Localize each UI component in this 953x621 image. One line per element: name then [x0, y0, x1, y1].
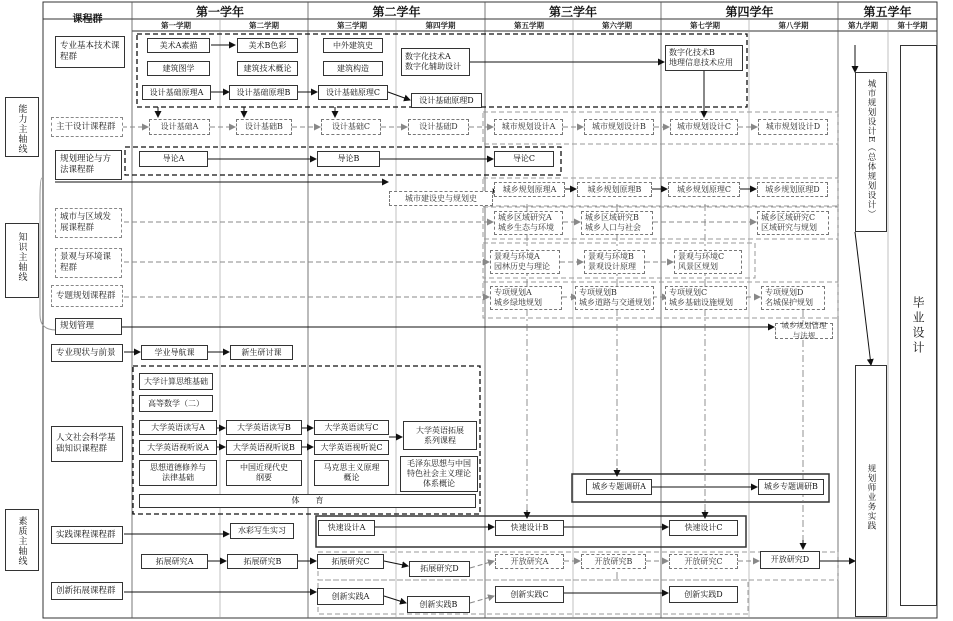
course-english-rw-c: 大学英语读写C: [314, 420, 389, 435]
course-special-plan-d: 专项规划D 名城保护规划: [761, 286, 825, 310]
course-art-a: 美术A素描: [147, 38, 210, 53]
year-3-header: 第三学年: [548, 5, 597, 19]
course-arch-history: 中外建筑史: [323, 38, 383, 53]
course-design-basic-d: 设计基础D: [408, 119, 469, 135]
group-column-header: 课程群: [72, 14, 103, 25]
group-urban-region: 城市与区域发展课程群: [55, 208, 122, 238]
course-marxism: 马克思主义原理 概论: [314, 460, 389, 486]
ability-axis-label: 能力主轴线: [5, 97, 39, 157]
course-graduation-project: 毕业设计: [900, 45, 937, 606]
course-landscape-b: 景观与环境B 景观设计原理: [584, 250, 645, 274]
course-design-basic-c: 设计基础C: [321, 119, 381, 135]
course-quick-design-c: 快速设计C: [669, 520, 738, 536]
semester-5-header: 第五学期: [514, 21, 544, 30]
course-art-b: 美术B色彩: [237, 38, 298, 53]
course-modern-history: 中国近现代史 纲要: [226, 460, 302, 486]
course-innovation-d: 创新实践D: [669, 586, 738, 603]
course-digital-a: 数字化技术A 数字化辅助设计: [401, 48, 470, 76]
course-design-principle-b: 设计基础原理B: [229, 85, 298, 100]
course-planning-principle-b: 城乡规划原理B: [577, 182, 652, 197]
knowledge-axis-label: 知识主轴线: [5, 223, 39, 298]
course-quick-design-a: 快速设计A: [318, 520, 375, 536]
course-regional-study-b: 城乡区域研究B 城乡人口与社会: [581, 211, 653, 235]
course-physical-education: 体 育: [139, 494, 476, 508]
group-theory: 规划理论与方法课程群: [55, 150, 122, 180]
group-main-design: 主干设计课程群: [51, 117, 123, 137]
course-morality-law: 思想道德修养与 法律基础: [139, 460, 217, 486]
semester-3-header: 第三学期: [337, 21, 367, 30]
semester-1-header: 第一学期: [161, 21, 191, 30]
course-intro-c: 导论C: [494, 151, 554, 167]
course-intro-b: 导论B: [317, 151, 380, 167]
group-landscape: 景观与环境课程群: [55, 248, 122, 278]
course-quick-design-b: 快速设计B: [495, 520, 564, 536]
course-mao-thought: 毛泽东思想与中国 特色社会主义理论 体系概论: [400, 456, 478, 492]
semester-8-header: 第八学期: [778, 21, 809, 30]
course-open-research-b: 开放研究B: [581, 554, 646, 569]
quality-axis-label: 素质主轴线: [5, 509, 39, 571]
semester-7-header: 第七学期: [690, 21, 720, 30]
semester-2-header: 第二学期: [249, 21, 279, 30]
course-regional-study-c: 城乡区域研究C 区域研究与规划: [757, 211, 829, 235]
course-english-ls-c: 大学英语视听说C: [314, 440, 389, 455]
course-english-ls-b: 大学英语视听说B: [226, 440, 302, 455]
semester-4-header: 第四学期: [425, 21, 456, 30]
group-management: 规划管理: [55, 318, 122, 335]
course-urban-design-b: 城市规划设计B: [584, 119, 654, 135]
course-english-ls-a: 大学英语视听说A: [139, 440, 217, 455]
semester-9-header: 第九学期: [848, 21, 878, 30]
year-5-header: 第五学年: [863, 5, 912, 19]
course-design-basic-a: 设计基础A: [149, 119, 210, 135]
group-innovation: 创新拓展课程群: [51, 582, 123, 600]
year-1-header: 第一学年: [195, 5, 244, 19]
course-urban-design-e: 城市规划设计E（总体规划设计）: [855, 72, 887, 232]
course-survey-b: 城乡专题调研B: [758, 479, 824, 495]
course-design-basic-b: 设计基础B: [236, 119, 292, 135]
course-urban-design-d: 城市规划设计D: [758, 119, 828, 135]
group-practice: 实践课程课程群: [51, 526, 123, 544]
course-extension-a: 拓展研究A: [141, 554, 208, 569]
course-extension-d: 拓展研究D: [409, 561, 470, 577]
course-landscape-a: 景观与环境A 园林历史与理论: [490, 250, 560, 274]
course-academic-navigation: 学业导航课: [141, 345, 208, 360]
course-english-rw-a: 大学英语读写A: [139, 420, 217, 435]
year-2-header: 第二学年: [372, 5, 421, 19]
course-english-rw-b: 大学英语读写B: [226, 420, 302, 435]
group-special: 专题规划课程群: [51, 285, 123, 307]
course-planning-principle-c: 城乡规划原理C: [668, 182, 740, 197]
course-special-plan-c: 专项规划C 城乡基础设施规划: [665, 286, 747, 310]
course-english-extension: 大学英语拓展 系列课程: [403, 421, 477, 450]
course-urban-design-a: 城市规划设计A: [494, 119, 563, 135]
course-arch-tech: 建筑技术概论: [237, 61, 298, 76]
course-design-principle-d: 设计基础原理D: [411, 93, 482, 108]
course-special-plan-a: 专项规划A 城乡绿地规划: [490, 286, 562, 310]
course-landscape-c: 景观与环境C 风景区规划: [674, 250, 742, 274]
course-design-principle-a: 设计基础原理A: [142, 85, 211, 100]
semester-10-header: 第十学期: [897, 21, 928, 30]
course-open-research-a: 开放研究A: [495, 554, 564, 569]
course-innovation-c: 创新实践C: [495, 586, 564, 603]
course-freshman-seminar: 新生研讨课: [230, 345, 293, 360]
course-intro-a: 导论A: [139, 151, 208, 167]
course-arch-construct: 建筑构造: [323, 61, 383, 76]
semester-6-header: 第六学期: [602, 21, 632, 30]
course-planning-principle-a: 城乡规划原理A: [494, 182, 565, 197]
course-planner-practice: 规划师业务实践: [855, 365, 887, 617]
course-urban-history: 城市建设史与规划史: [389, 191, 493, 206]
course-management-law: 城乡规划管理与法规: [775, 323, 833, 339]
course-regional-study-a: 城乡区域研究A 城乡生态与环境: [494, 211, 563, 235]
group-humanities: 人文社会科学基础知识课程群: [51, 426, 123, 462]
group-basic-tech: 专业基本技术课程群: [55, 36, 125, 68]
course-design-principle-c: 设计基础原理C: [318, 85, 388, 100]
course-digital-b: 数字化技术B 地理信息技术应用: [665, 45, 743, 71]
course-extension-b: 拓展研究B: [227, 554, 298, 569]
course-watercolor: 水彩写生实习: [230, 523, 294, 539]
course-innovation-a: 创新实践A: [317, 588, 384, 605]
course-open-research-d: 开放研究D: [760, 551, 820, 569]
course-open-research-c: 开放研究C: [669, 554, 738, 569]
course-planning-principle-d: 城乡规划原理D: [757, 182, 828, 197]
course-arch-drawing: 建筑图学: [147, 61, 210, 76]
course-extension-c: 拓展研究C: [317, 554, 384, 569]
year-4-header: 第四学年: [725, 5, 774, 19]
course-computing: 大学计算思维基础: [139, 373, 213, 390]
group-outlook: 专业现状与前景: [51, 344, 123, 362]
course-special-plan-b: 专项规划B 城乡道路与交通规划: [575, 286, 654, 310]
course-urban-design-c: 城市规划设计C: [670, 119, 738, 135]
course-innovation-b: 创新实践B: [407, 596, 470, 613]
course-survey-a: 城乡专题调研A: [586, 479, 652, 495]
course-math: 高等数学（二）: [139, 395, 213, 412]
